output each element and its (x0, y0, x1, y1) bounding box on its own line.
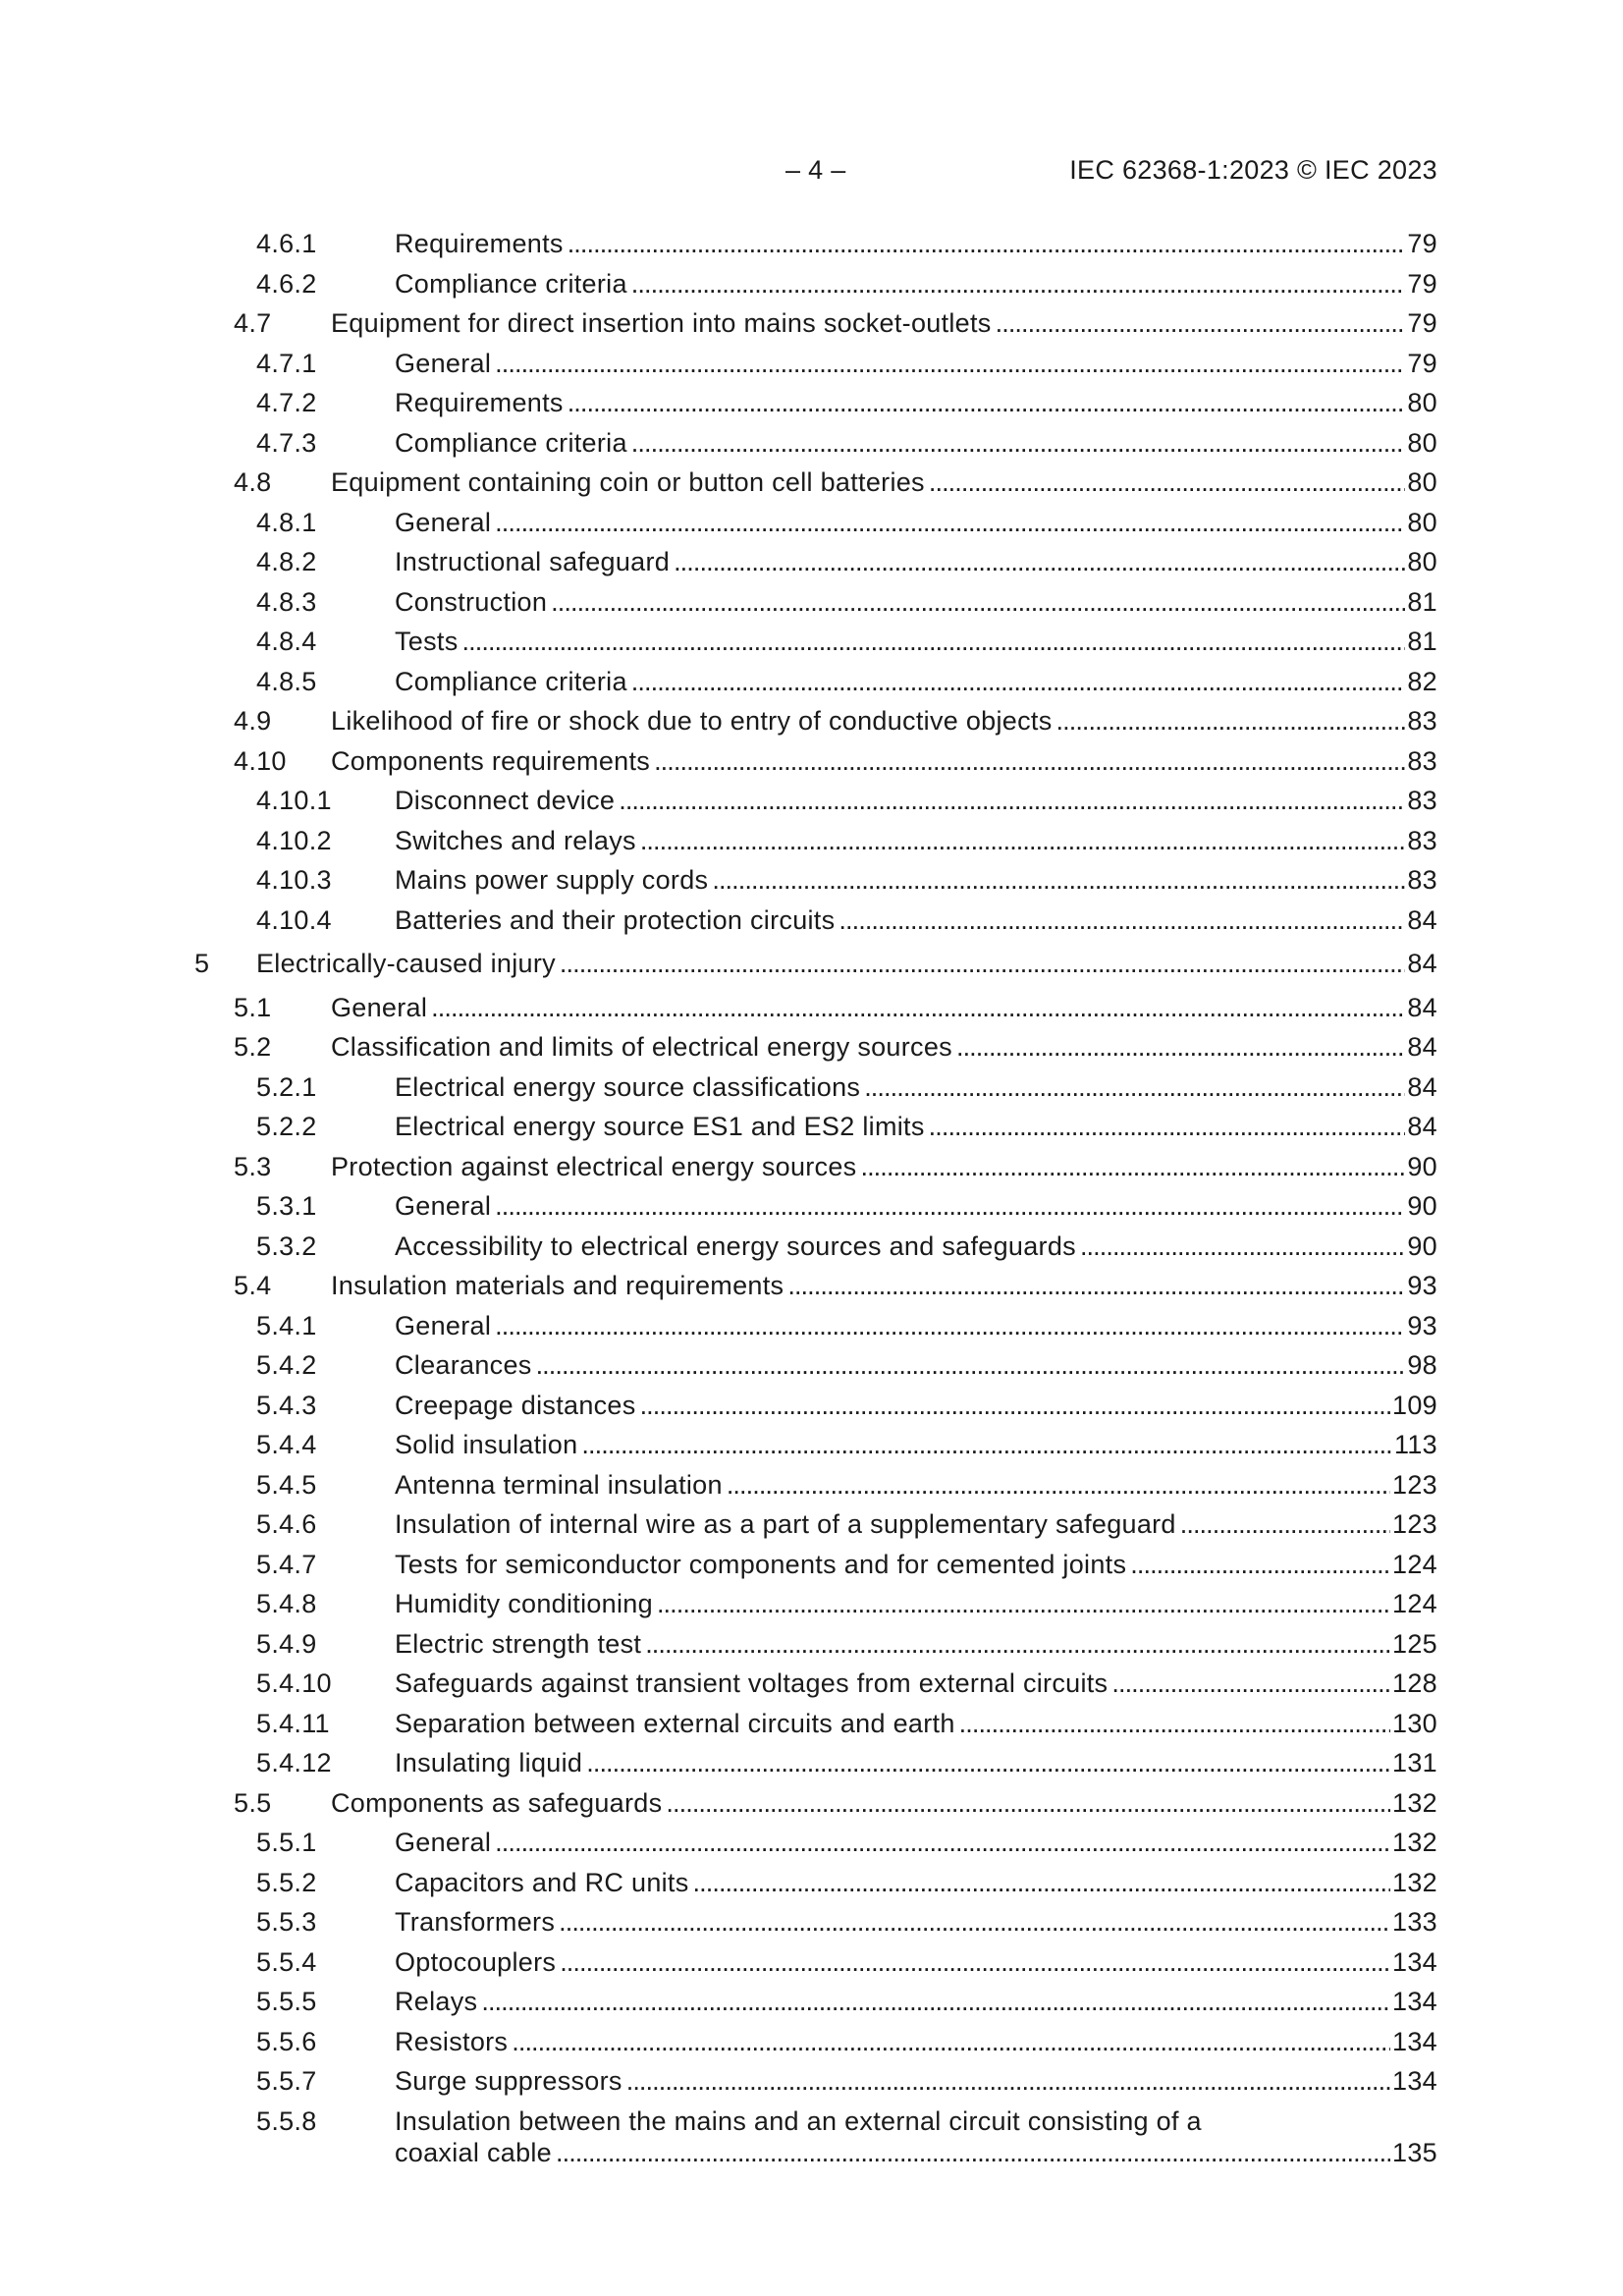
toc-entry[interactable] (0, 1787, 1623, 1828)
toc-entry[interactable] (0, 1390, 1623, 1430)
toc-entry-title: Tests (395, 627, 459, 656)
toc-entry-title: Tests for semiconductor components and for cemented joints (395, 1549, 1127, 1579)
toc-entry-title: Protection against electrical energy sources (331, 1151, 857, 1181)
toc-entry-number: 5.5.7 (256, 2066, 317, 2096)
dot-leader (568, 387, 1406, 418)
toc-entry-number: 4.10.3 (256, 865, 332, 895)
toc-entry-title: Antenna terminal insulation (395, 1469, 723, 1500)
dot-leader (1130, 1549, 1390, 1580)
toc-entry-title: Relays (395, 1987, 478, 2016)
toc-entry-number: 5.2 (234, 1032, 272, 1062)
toc-entry[interactable] (0, 1549, 1623, 1589)
toc-entry-page: 133 (1392, 1907, 1437, 1937)
toc-entry-number: 5.2.2 (256, 1112, 317, 1141)
dot-leader (839, 904, 1405, 936)
toc-entry-page: 79 (1407, 229, 1437, 258)
dot-leader (693, 1867, 1391, 1898)
toc-entry-page: 81 (1407, 627, 1437, 656)
toc-entry[interactable] (0, 1230, 1623, 1271)
toc-entry-number: 4.10.1 (256, 786, 332, 815)
toc-entry-page: 80 (1407, 427, 1437, 458)
toc-entry-number: 4.8.5 (256, 666, 317, 696)
toc-entry-page: 123 (1392, 1509, 1437, 1539)
toc-entry-page: 93 (1407, 1271, 1437, 1300)
dot-leader (657, 1588, 1390, 1619)
dot-leader (640, 825, 1406, 856)
dot-leader (631, 268, 1406, 300)
toc-entry[interactable] (0, 626, 1623, 666)
toc-entry[interactable] (0, 745, 1623, 786)
toc-entry-page: 124 (1392, 1549, 1437, 1579)
toc-entry-page: 84 (1407, 904, 1437, 935)
toc-entry-page: 80 (1407, 547, 1437, 576)
toc-entry-title: Clearances (395, 1350, 532, 1380)
toc-entry[interactable] (0, 1508, 1623, 1549)
toc-entry-title: Resistors (395, 2026, 509, 2056)
toc-entry[interactable] (0, 1628, 1623, 1668)
toc-entry-page: 80 (1407, 467, 1437, 497)
toc-entry-number: 4.8.3 (256, 586, 317, 617)
toc-entry-number: 5.4.2 (256, 1350, 317, 1380)
dot-leader (956, 1031, 1405, 1063)
dot-leader (712, 864, 1405, 896)
dot-leader (996, 307, 1406, 339)
toc-entry-title: Electrically-caused injury (256, 949, 556, 978)
toc-entry-page: 132 (1392, 1867, 1437, 1897)
toc-entry-number: 4.9 (234, 706, 272, 736)
toc-entry-page: 80 (1407, 388, 1437, 417)
toc-entry-number: 5.4.12 (256, 1748, 332, 1777)
toc-entry-title: Likelihood of fire or shock due to entry of conductive objects (331, 706, 1053, 736)
toc-entry[interactable] (0, 705, 1623, 745)
toc-entry-number: 5.4.11 (256, 1708, 330, 1738)
toc-entry-page: 128 (1392, 1668, 1437, 1698)
dot-leader (1111, 1667, 1390, 1699)
toc-entry-title: Optocouplers (395, 1946, 557, 1977)
toc-entry[interactable] (0, 1151, 1623, 1191)
toc-entry-title: Batteries and their protection circuits (395, 904, 836, 935)
toc-entry[interactable] (0, 228, 1623, 268)
toc-entry-number: 5.4.6 (256, 1509, 317, 1539)
toc-entry-number: 4.6.1 (256, 229, 317, 258)
toc-entry-title: General (395, 1191, 492, 1221)
dot-leader (674, 546, 1405, 577)
toc-entry-page: 81 (1407, 586, 1437, 617)
toc-entry-page: 90 (1407, 1151, 1437, 1181)
toc-entry-number: 5.5.3 (256, 1907, 317, 1937)
toc-entry-title: Compliance criteria (395, 666, 627, 696)
toc-entry-number: 5.5.2 (256, 1867, 317, 1897)
toc-entry-title: Mains power supply cords (395, 865, 709, 895)
toc-entry-number: 5.4.9 (256, 1628, 317, 1659)
dot-leader (645, 1628, 1390, 1660)
toc-entry-title: Electric strength test (395, 1628, 642, 1659)
toc-entry-page: 93 (1407, 1310, 1437, 1340)
toc-entry[interactable] (0, 864, 1623, 904)
toc-entry-number: 5.4 (234, 1271, 272, 1300)
toc-entry-page: 84 (1407, 992, 1437, 1022)
toc-entry-number: 4.7 (234, 308, 272, 338)
toc-entry-title: Creepage distances (395, 1390, 636, 1420)
toc-entry[interactable] (0, 1906, 1623, 1946)
dot-leader (727, 1469, 1390, 1501)
toc-entry-page: 84 (1407, 949, 1437, 978)
toc-entry-number: 4.8.2 (256, 547, 317, 576)
dot-leader (559, 1906, 1390, 1938)
toc-entry[interactable] (0, 1667, 1623, 1708)
dot-leader (619, 785, 1405, 816)
toc-entry[interactable] (0, 1429, 1623, 1469)
toc-entry-number: 5.5.8 (256, 2105, 317, 2136)
toc-entry-title: Surge suppressors (395, 2066, 622, 2096)
toc-entry[interactable] (0, 1588, 1623, 1628)
dot-leader (495, 507, 1405, 538)
dot-leader (495, 1310, 1405, 1341)
dot-leader (929, 466, 1405, 498)
toc-entry-page: 109 (1392, 1390, 1437, 1420)
dot-leader (495, 1827, 1390, 1858)
toc-entry-title: Safeguards against transient voltages from external circuits (395, 1668, 1109, 1698)
toc-entry[interactable] (0, 1071, 1623, 1112)
toc-entry[interactable] (0, 2105, 1623, 2176)
toc-entry-number: 5.5.1 (256, 1828, 317, 1857)
toc-entry-page: 132 (1392, 1828, 1437, 1857)
toc-entry-page: 83 (1407, 825, 1437, 855)
toc-entry-number: 5.5.5 (256, 1987, 317, 2016)
toc-entry[interactable] (0, 348, 1623, 388)
toc-entry-title: Transformers (395, 1907, 556, 1937)
toc-entry-page: 125 (1392, 1628, 1437, 1659)
toc-entry-title: Components as safeguards (331, 1787, 663, 1818)
toc-entry-number: 4.7.2 (256, 388, 317, 417)
toc-entry-number: 5.4.10 (256, 1668, 332, 1698)
toc-entry-title: General (395, 348, 492, 378)
toc-entry-title: General (395, 1310, 492, 1340)
page-number: – 4 – (785, 155, 846, 185)
toc-entry-page: 130 (1392, 1708, 1437, 1738)
toc-entry-title: Compliance criteria (395, 427, 627, 458)
dot-leader (568, 228, 1406, 259)
toc-entry-page: 124 (1392, 1589, 1437, 1618)
toc-entry-number: 5.4.5 (256, 1469, 317, 1500)
toc-entry[interactable] (0, 507, 1623, 547)
toc-entry-page: 83 (1407, 706, 1437, 736)
toc-entry[interactable] (0, 546, 1623, 586)
toc-entry-title: General (331, 992, 428, 1022)
toc-entry[interactable] (0, 466, 1623, 507)
dot-leader (640, 1390, 1390, 1421)
toc-entry-number: 4.10 (234, 745, 287, 776)
toc-entry-title: General (395, 507, 492, 537)
toc-entry[interactable] (0, 427, 1623, 467)
dot-leader (556, 2137, 1390, 2168)
table-of-contents (0, 228, 1623, 2176)
dot-leader (551, 586, 1405, 618)
toc-entry[interactable] (0, 1031, 1623, 1071)
toc-entry-title: Insulation materials and requirements (331, 1271, 784, 1300)
toc-entry-number: 5.3.1 (256, 1191, 317, 1221)
dot-leader (1080, 1230, 1405, 1262)
toc-entry-title: Components requirements (331, 745, 651, 776)
toc-entry-page: 83 (1407, 865, 1437, 895)
toc-entry-page: 79 (1407, 348, 1437, 378)
dot-leader (929, 1111, 1406, 1142)
toc-entry-page: 80 (1407, 507, 1437, 537)
toc-entry[interactable] (0, 387, 1623, 427)
dot-leader (586, 1747, 1390, 1778)
toc-entry-title: Construction (395, 586, 548, 617)
dot-leader (666, 1787, 1390, 1819)
dot-leader (512, 2026, 1390, 2057)
toc-entry-page: 98 (1407, 1350, 1437, 1380)
toc-entry-page: 113 (1394, 1430, 1437, 1459)
toc-entry-number: 5.4.4 (256, 1430, 317, 1459)
toc-entry-title: Classification and limits of electrical energy sources (331, 1032, 952, 1062)
document-reference: IEC 62368-1:2023 © IEC 2023 (1069, 155, 1437, 185)
toc-entry[interactable] (0, 2065, 1623, 2105)
dot-leader (560, 1946, 1390, 1978)
toc-entry-number: 5.5.6 (256, 2026, 317, 2056)
toc-entry-number: 4.8.1 (256, 507, 317, 537)
toc-entry-title: General (395, 1828, 492, 1857)
dot-leader (631, 666, 1406, 697)
toc-entry-page: 84 (1407, 1071, 1437, 1102)
toc-entry-page: 79 (1407, 268, 1437, 299)
toc-entry[interactable] (0, 1946, 1623, 1987)
toc-entry-page: 79 (1407, 308, 1437, 338)
toc-entry-number: 4.6.2 (256, 268, 317, 299)
toc-entry-number: 5.5 (234, 1787, 272, 1818)
toc-entry-title: Equipment containing coin or button cell batteries (331, 467, 925, 497)
toc-entry-number: 4.7.3 (256, 427, 317, 458)
toc-entry-title: Capacitors and RC units (395, 1867, 689, 1897)
toc-entry[interactable] (0, 1270, 1623, 1310)
dot-leader (581, 1429, 1392, 1460)
toc-entry-title: Solid insulation (395, 1430, 578, 1459)
toc-entry-number: 4.7.1 (256, 348, 317, 378)
toc-entry-number: 5.5.4 (256, 1946, 317, 1977)
dot-leader (1056, 705, 1406, 737)
toc-entry-page: 134 (1392, 1946, 1437, 1977)
toc-entry[interactable] (0, 666, 1623, 706)
toc-entry-title: Separation between external circuits and earth (395, 1708, 955, 1738)
toc-entry-title: Insulation of internal wire as a part of a supplementary safeguard (395, 1509, 1176, 1539)
toc-entry[interactable] (0, 1747, 1623, 1787)
toc-entry[interactable] (0, 1349, 1623, 1390)
dot-leader (626, 2065, 1390, 2097)
toc-entry-number: 5.4.3 (256, 1390, 317, 1420)
toc-entry-title: Humidity conditioning (395, 1589, 653, 1618)
dot-leader (864, 1071, 1405, 1103)
toc-entry[interactable] (0, 1827, 1623, 1867)
toc-entry-page: 90 (1407, 1191, 1437, 1221)
toc-entry-title: Equipment for direct insertion into mains socket-outlets (331, 308, 992, 338)
toc-entry-number: 5.3.2 (256, 1230, 317, 1261)
toc-entry[interactable] (0, 2026, 1623, 2066)
toc-entry[interactable] (0, 1708, 1623, 1748)
toc-entry-page: 83 (1407, 745, 1437, 776)
toc-entry-page: 132 (1392, 1787, 1437, 1818)
toc-entry-title: Insulation between the mains and an external circuit consisting of a (395, 2105, 1202, 2136)
dot-leader (536, 1349, 1406, 1381)
toc-entry-number: 4.10.4 (256, 904, 332, 935)
dot-leader (1180, 1508, 1390, 1540)
toc-entry-page: 134 (1392, 2026, 1437, 2056)
dot-leader (462, 626, 1406, 657)
toc-entry-page: 134 (1392, 2066, 1437, 2096)
toc-entry-title: Compliance criteria (395, 268, 627, 299)
toc-entry[interactable] (0, 785, 1623, 825)
toc-entry-number: 5.1 (234, 992, 272, 1022)
toc-entry[interactable] (0, 268, 1623, 308)
toc-entry[interactable] (0, 1111, 1623, 1151)
toc-entry-title: Insulating liquid (395, 1748, 583, 1777)
dot-leader (631, 427, 1406, 459)
toc-entry-number: 4.8.4 (256, 627, 317, 656)
toc-entry[interactable] (0, 1310, 1623, 1350)
toc-entry-number: 5.3 (234, 1151, 272, 1181)
dot-leader (959, 1708, 1390, 1739)
dot-leader (787, 1270, 1405, 1301)
toc-entry-page: 84 (1407, 1112, 1437, 1141)
toc-entry[interactable] (0, 992, 1623, 1032)
toc-entry-title: Requirements (395, 229, 564, 258)
dot-leader (481, 1986, 1390, 2017)
toc-entry-page: 135 (1392, 2137, 1437, 2167)
toc-entry[interactable] (0, 1190, 1623, 1230)
dot-leader (560, 948, 1405, 979)
dot-leader (495, 348, 1405, 379)
toc-entry-number: 5.4.8 (256, 1589, 317, 1618)
toc-entry[interactable] (0, 948, 1623, 988)
toc-entry[interactable] (0, 1986, 1623, 2026)
toc-entry-title: Instructional safeguard (395, 547, 671, 576)
toc-entry-page: 123 (1392, 1469, 1437, 1500)
toc-entry-page: 131 (1392, 1748, 1437, 1777)
toc-entry-title-continued: coaxial cable (395, 2137, 552, 2167)
toc-entry-title: Electrical energy source ES1 and ES2 limits (395, 1112, 925, 1141)
toc-entry[interactable] (0, 904, 1623, 945)
toc-entry-title: Disconnect device (395, 786, 616, 815)
toc-entry-title: Switches and relays (395, 825, 636, 855)
toc-entry[interactable] (0, 586, 1623, 627)
toc-entry-page: 83 (1407, 786, 1437, 815)
dot-leader (654, 745, 1405, 777)
toc-entry[interactable] (0, 307, 1623, 348)
toc-entry-title: Requirements (395, 388, 564, 417)
toc-entry-number: 4.8 (234, 467, 272, 497)
toc-entry-page: 82 (1407, 666, 1437, 696)
dot-leader (431, 992, 1405, 1023)
toc-entry-title: Accessibility to electrical energy sources and safeguards (395, 1230, 1076, 1261)
dot-leader (495, 1190, 1405, 1222)
toc-entry-title: Electrical energy source classifications (395, 1071, 861, 1102)
toc-entry-number: 5.4.1 (256, 1310, 317, 1340)
toc-entry[interactable] (0, 1469, 1623, 1509)
toc-entry[interactable] (0, 825, 1623, 865)
toc-entry-number: 5 (194, 949, 210, 978)
toc-entry[interactable] (0, 1867, 1623, 1907)
toc-entry-number: 5.2.1 (256, 1071, 317, 1102)
toc-entry-page: 90 (1407, 1230, 1437, 1261)
toc-entry-page: 134 (1392, 1987, 1437, 2016)
toc-entry-number: 4.10.2 (256, 825, 332, 855)
toc-entry-number: 5.4.7 (256, 1549, 317, 1579)
toc-entry-page: 84 (1407, 1032, 1437, 1062)
dot-leader (860, 1151, 1405, 1182)
